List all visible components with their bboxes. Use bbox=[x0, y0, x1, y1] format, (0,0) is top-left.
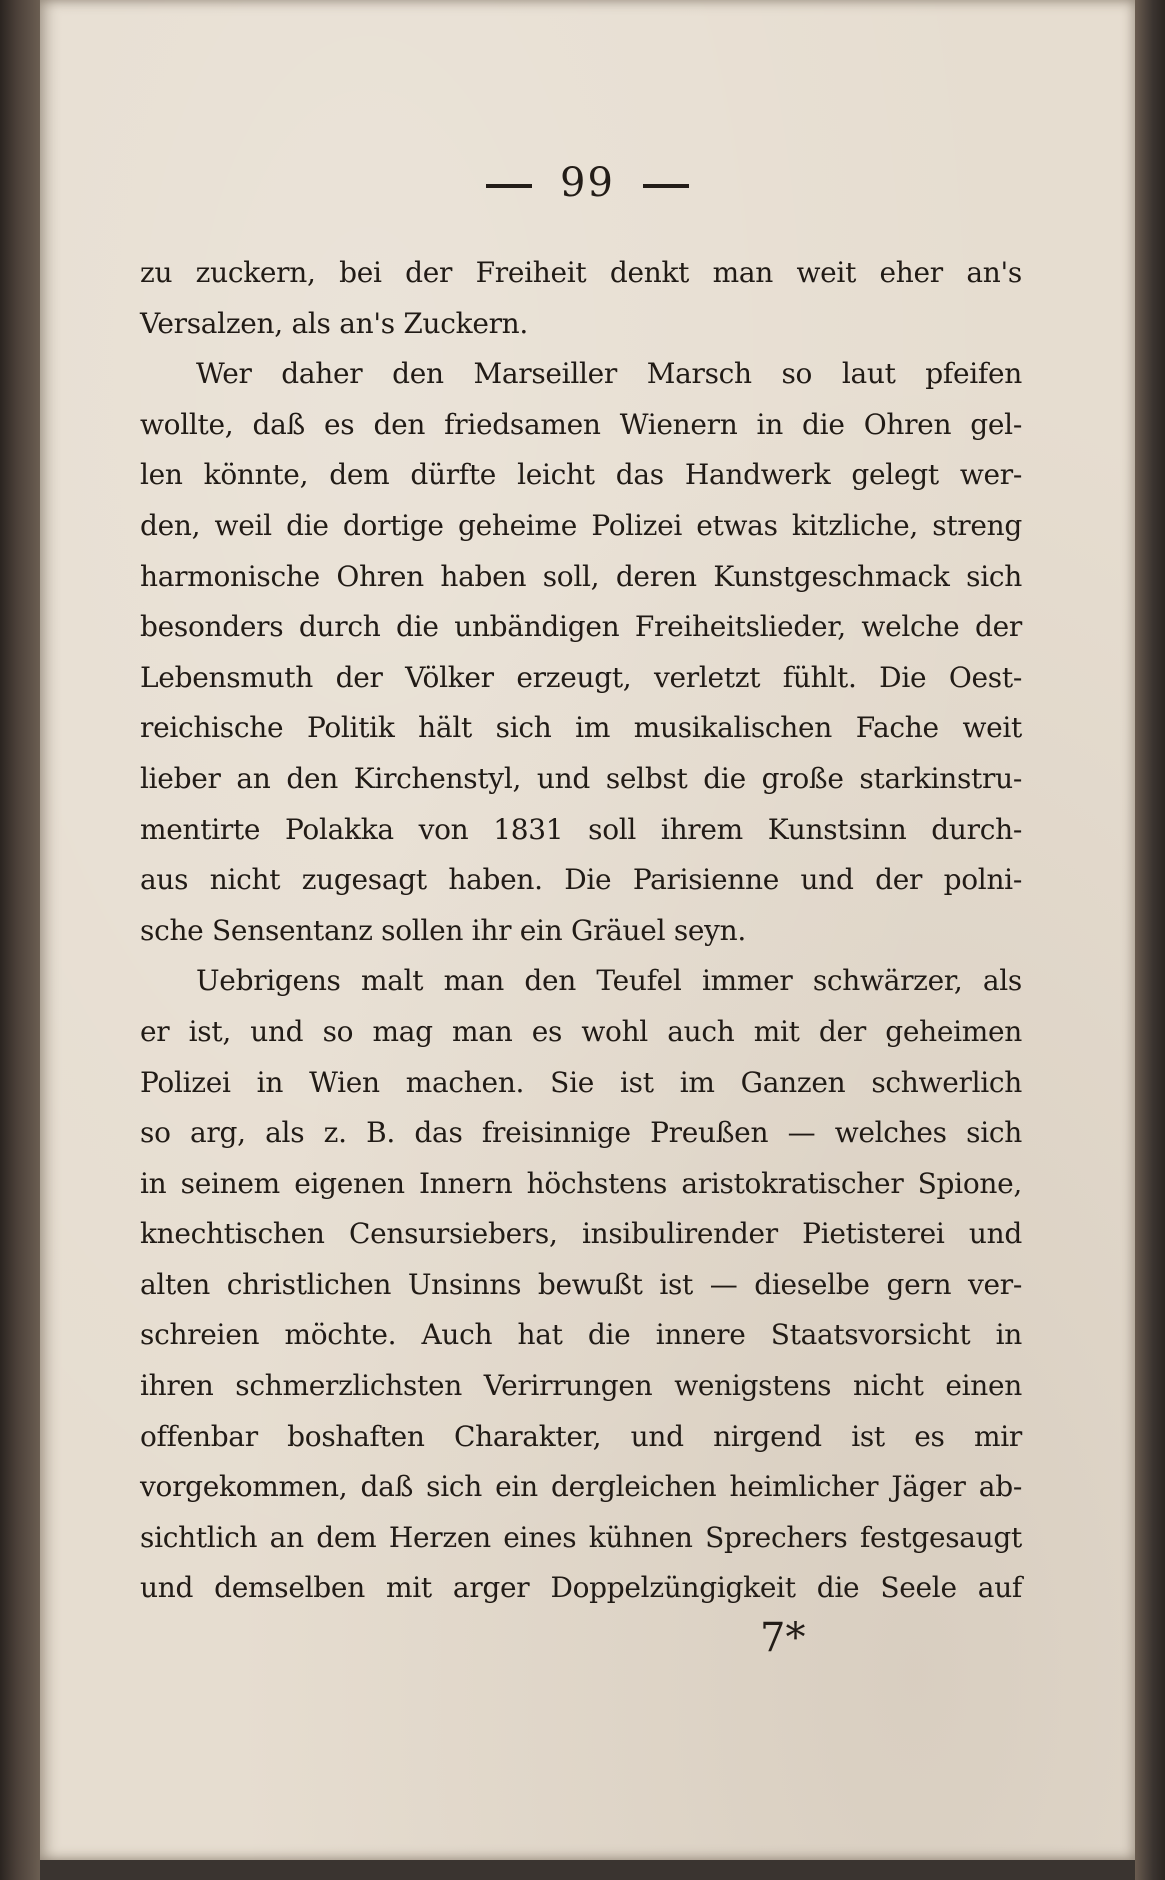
text-line: in seinem eigenen Innern höchstens aristokratischer Spione, bbox=[140, 1166, 1022, 1200]
text-line: offenbar boshaften Charakter, und nirgend ist es mir bbox=[140, 1419, 1022, 1453]
text-line: len könnte, dem dürfte leicht das Handwerk gelegt wer- bbox=[140, 458, 1022, 492]
text-line: so arg, als z. B. das freisinnige Preußen — welches sich bbox=[140, 1116, 1022, 1150]
text-line: ihren schmerzlichsten Verirrungen wenigstens nicht einen bbox=[140, 1369, 1022, 1403]
paper-page bbox=[40, 0, 1135, 1860]
text-line: den, weil die dortige geheime Polizei etwas kitzliche, streng bbox=[140, 508, 1022, 542]
text-line: harmonische Ohren haben soll, deren Kunstgeschmack sich bbox=[140, 559, 1022, 593]
header-dash-right bbox=[643, 184, 689, 188]
book-binding bbox=[0, 0, 40, 1880]
text-line: er ist, und so mag man es wohl auch mit der geheimen bbox=[140, 1014, 1022, 1048]
text-line: Versalzen, als an's Zuckern. bbox=[140, 306, 529, 340]
page-number: 99 bbox=[560, 160, 615, 206]
text-line: Wer daher den Marseiller Marsch so laut pfeifen bbox=[196, 357, 1022, 391]
page-header bbox=[40, 160, 1135, 206]
text-line: aus nicht zugesagt haben. Die Parisienne und der polni- bbox=[140, 863, 1022, 897]
page-edge bbox=[1135, 0, 1165, 1880]
text-line: reichische Politik hält sich im musikalischen Fache weit bbox=[140, 711, 1022, 745]
text-line: lieber an den Kirchenstyl, und selbst die große starkinstru- bbox=[140, 761, 1022, 795]
text-line: und demselben mit arger Doppelzüngigkeit die Seele auf bbox=[140, 1571, 1022, 1605]
text-line: knechtischen Censursiebers, insibulirender Pietisterei und bbox=[140, 1217, 1022, 1251]
text-line: Uebrigens malt man den Teufel immer schwärzer, als bbox=[196, 964, 1022, 998]
text-line: sche Sensentanz sollen ihr ein Gräuel seyn. bbox=[140, 913, 747, 947]
text-line: alten christlichen Unsinns bewußt ist — dieselbe gern ver- bbox=[140, 1267, 1022, 1301]
body-text bbox=[140, 248, 1022, 1614]
text-line: besonders durch die unbändigen Freiheitslieder, welche der bbox=[140, 610, 1022, 644]
text-line: Polizei in Wien machen. Sie ist im Ganzen schwerlich bbox=[140, 1065, 1022, 1099]
text-line: sichtlich an dem Herzen eines kühnen Sprechers festgesaugt bbox=[140, 1520, 1022, 1554]
signature-mark: 7* bbox=[760, 1615, 806, 1661]
text-line: wollte, daß es den friedsamen Wienern in die Ohren gel- bbox=[140, 407, 1022, 441]
text-line: schreien möchte. Auch hat die innere Staatsvorsicht in bbox=[140, 1318, 1022, 1352]
header-dash-left bbox=[486, 184, 532, 188]
text-line: zu zuckern, bei der Freiheit denkt man weit eher an's bbox=[140, 256, 1022, 289]
text-line: mentirte Polakka von 1831 soll ihrem Kunstsinn durch- bbox=[140, 812, 1022, 846]
text-line: Lebensmuth der Völker erzeugt, verletzt fühlt. Die Oest- bbox=[140, 660, 1022, 694]
text-line: vorgekommen, daß sich ein dergleichen heimlicher Jäger ab- bbox=[140, 1470, 1022, 1504]
